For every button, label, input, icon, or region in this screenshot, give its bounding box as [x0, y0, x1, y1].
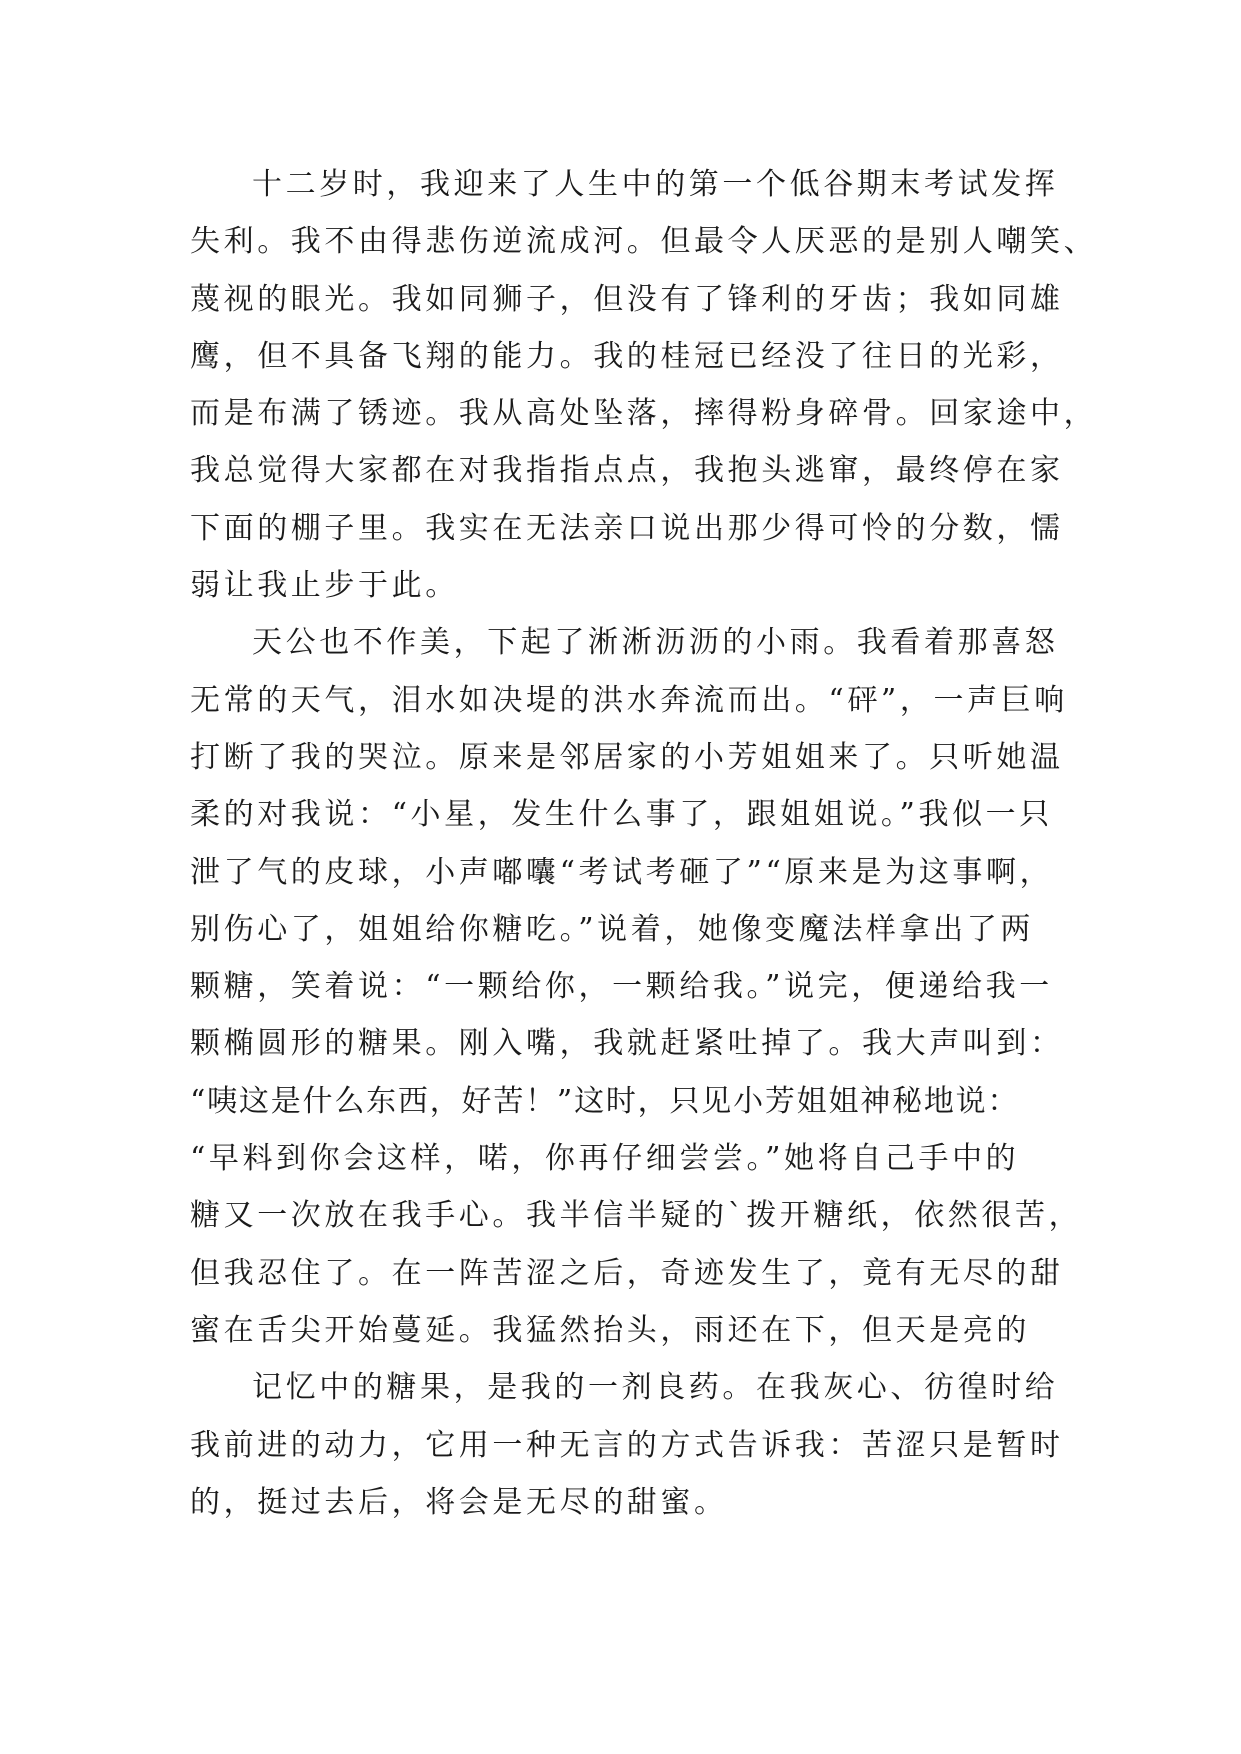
paragraph-1-line-1: 十二岁时，我迎来了人生中的第一个低谷期末考试发挥: [252, 167, 1059, 202]
paragraph-2-line-7: 颗糖，笑着说：“一颗给你，一颗给我。”说完，便递给我一: [190, 969, 1053, 1005]
paragraph-1-line-6: 我总觉得大家都在对我指指点点，我抱头逃窜，最终停在家: [190, 453, 1064, 489]
paragraph-2-line-3: 打断了我的哭泣。原来是邻居家的小芳姐姐来了。只听她温: [190, 739, 1064, 775]
paragraph-3-line-3: 的，挺过去后，将会是无尽的甜蜜。: [190, 1484, 728, 1520]
paragraph-2-line-1: 天公也不作美，下起了淅淅沥沥的小雨。我看着那喜怒: [252, 625, 1059, 661]
paragraph-2-line-13: 蜜在舌尖开始蔓延。我猛然抬头，雨还在下，但天是亮的: [190, 1312, 1030, 1348]
paragraph-2-line-12: 但我忍住了。在一阵苦涩之后，奇迹发生了，竟有无尽的甜: [190, 1255, 1064, 1291]
paragraph-2-line-10: “早料到你会这样，喏，你再仔细尝尝。”她将自己手中的: [190, 1141, 1020, 1177]
paragraph-1-line-5: 而是布满了锈迹。我从高处坠落，摔得粉身碎骨。回家途中，: [190, 396, 1098, 432]
paragraph-2-line-6: 别伤心了，姐姐给你糖吃。”说着，她像变魔法样拿出了两: [190, 911, 1034, 947]
paragraph-2-line-8: 颗椭圆形的糖果。刚入嘴，我就赶紧吐掉了。我大声叫到：: [190, 1026, 1064, 1062]
paragraph-1-line-7: 下面的棚子里。我实在无法亲口说出那少得可怜的分数，懦: [190, 510, 1064, 546]
paragraph-1-line-8: 弱让我止步于此。: [190, 568, 459, 604]
paragraph-1-line-2: 失利。我不由得悲伤逆流成河。但最令人厌恶的是别人嘲笑、: [190, 224, 1098, 260]
paragraph-3-line-2: 我前进的动力，它用一种无言的方式告诉我：苦涩只是暂时: [190, 1427, 1064, 1463]
paragraph-2-line-9: “咦这是什么东西，好苦！”这时，只见小芳姐姐神秘地说：: [190, 1083, 1020, 1119]
paragraph-3-line-1: 记忆中的糖果，是我的一剂良药。在我灰心、彷徨时给: [252, 1370, 1059, 1406]
paragraph-1-line-3: 蔑视的眼光。我如同狮子，但没有了锋利的牙齿；我如同雄: [190, 281, 1064, 317]
paragraph-2-line-5: 泄了气的皮球，小声嘟囔“考试考砸了”“原来是为这事啊，: [190, 854, 1054, 890]
paragraph-2-line-11: 糖又一次放在我手心。我半信半疑的`拨开糖纸，依然很苦，: [190, 1198, 1083, 1234]
paragraph-2-line-2: 无常的天气，泪水如决堤的洪水奔流而出。“砰”，一声巨响: [190, 682, 1068, 718]
paragraph-1-line-4: 鹰，但不具备飞翔的能力。我的桂冠已经没了往日的光彩，: [190, 338, 1064, 374]
paragraph-2-line-4: 柔的对我说：“小星，发生什么事了，跟姐姐说。”我似一只: [190, 797, 1053, 833]
essay-body: [190, 156, 1098, 1531]
